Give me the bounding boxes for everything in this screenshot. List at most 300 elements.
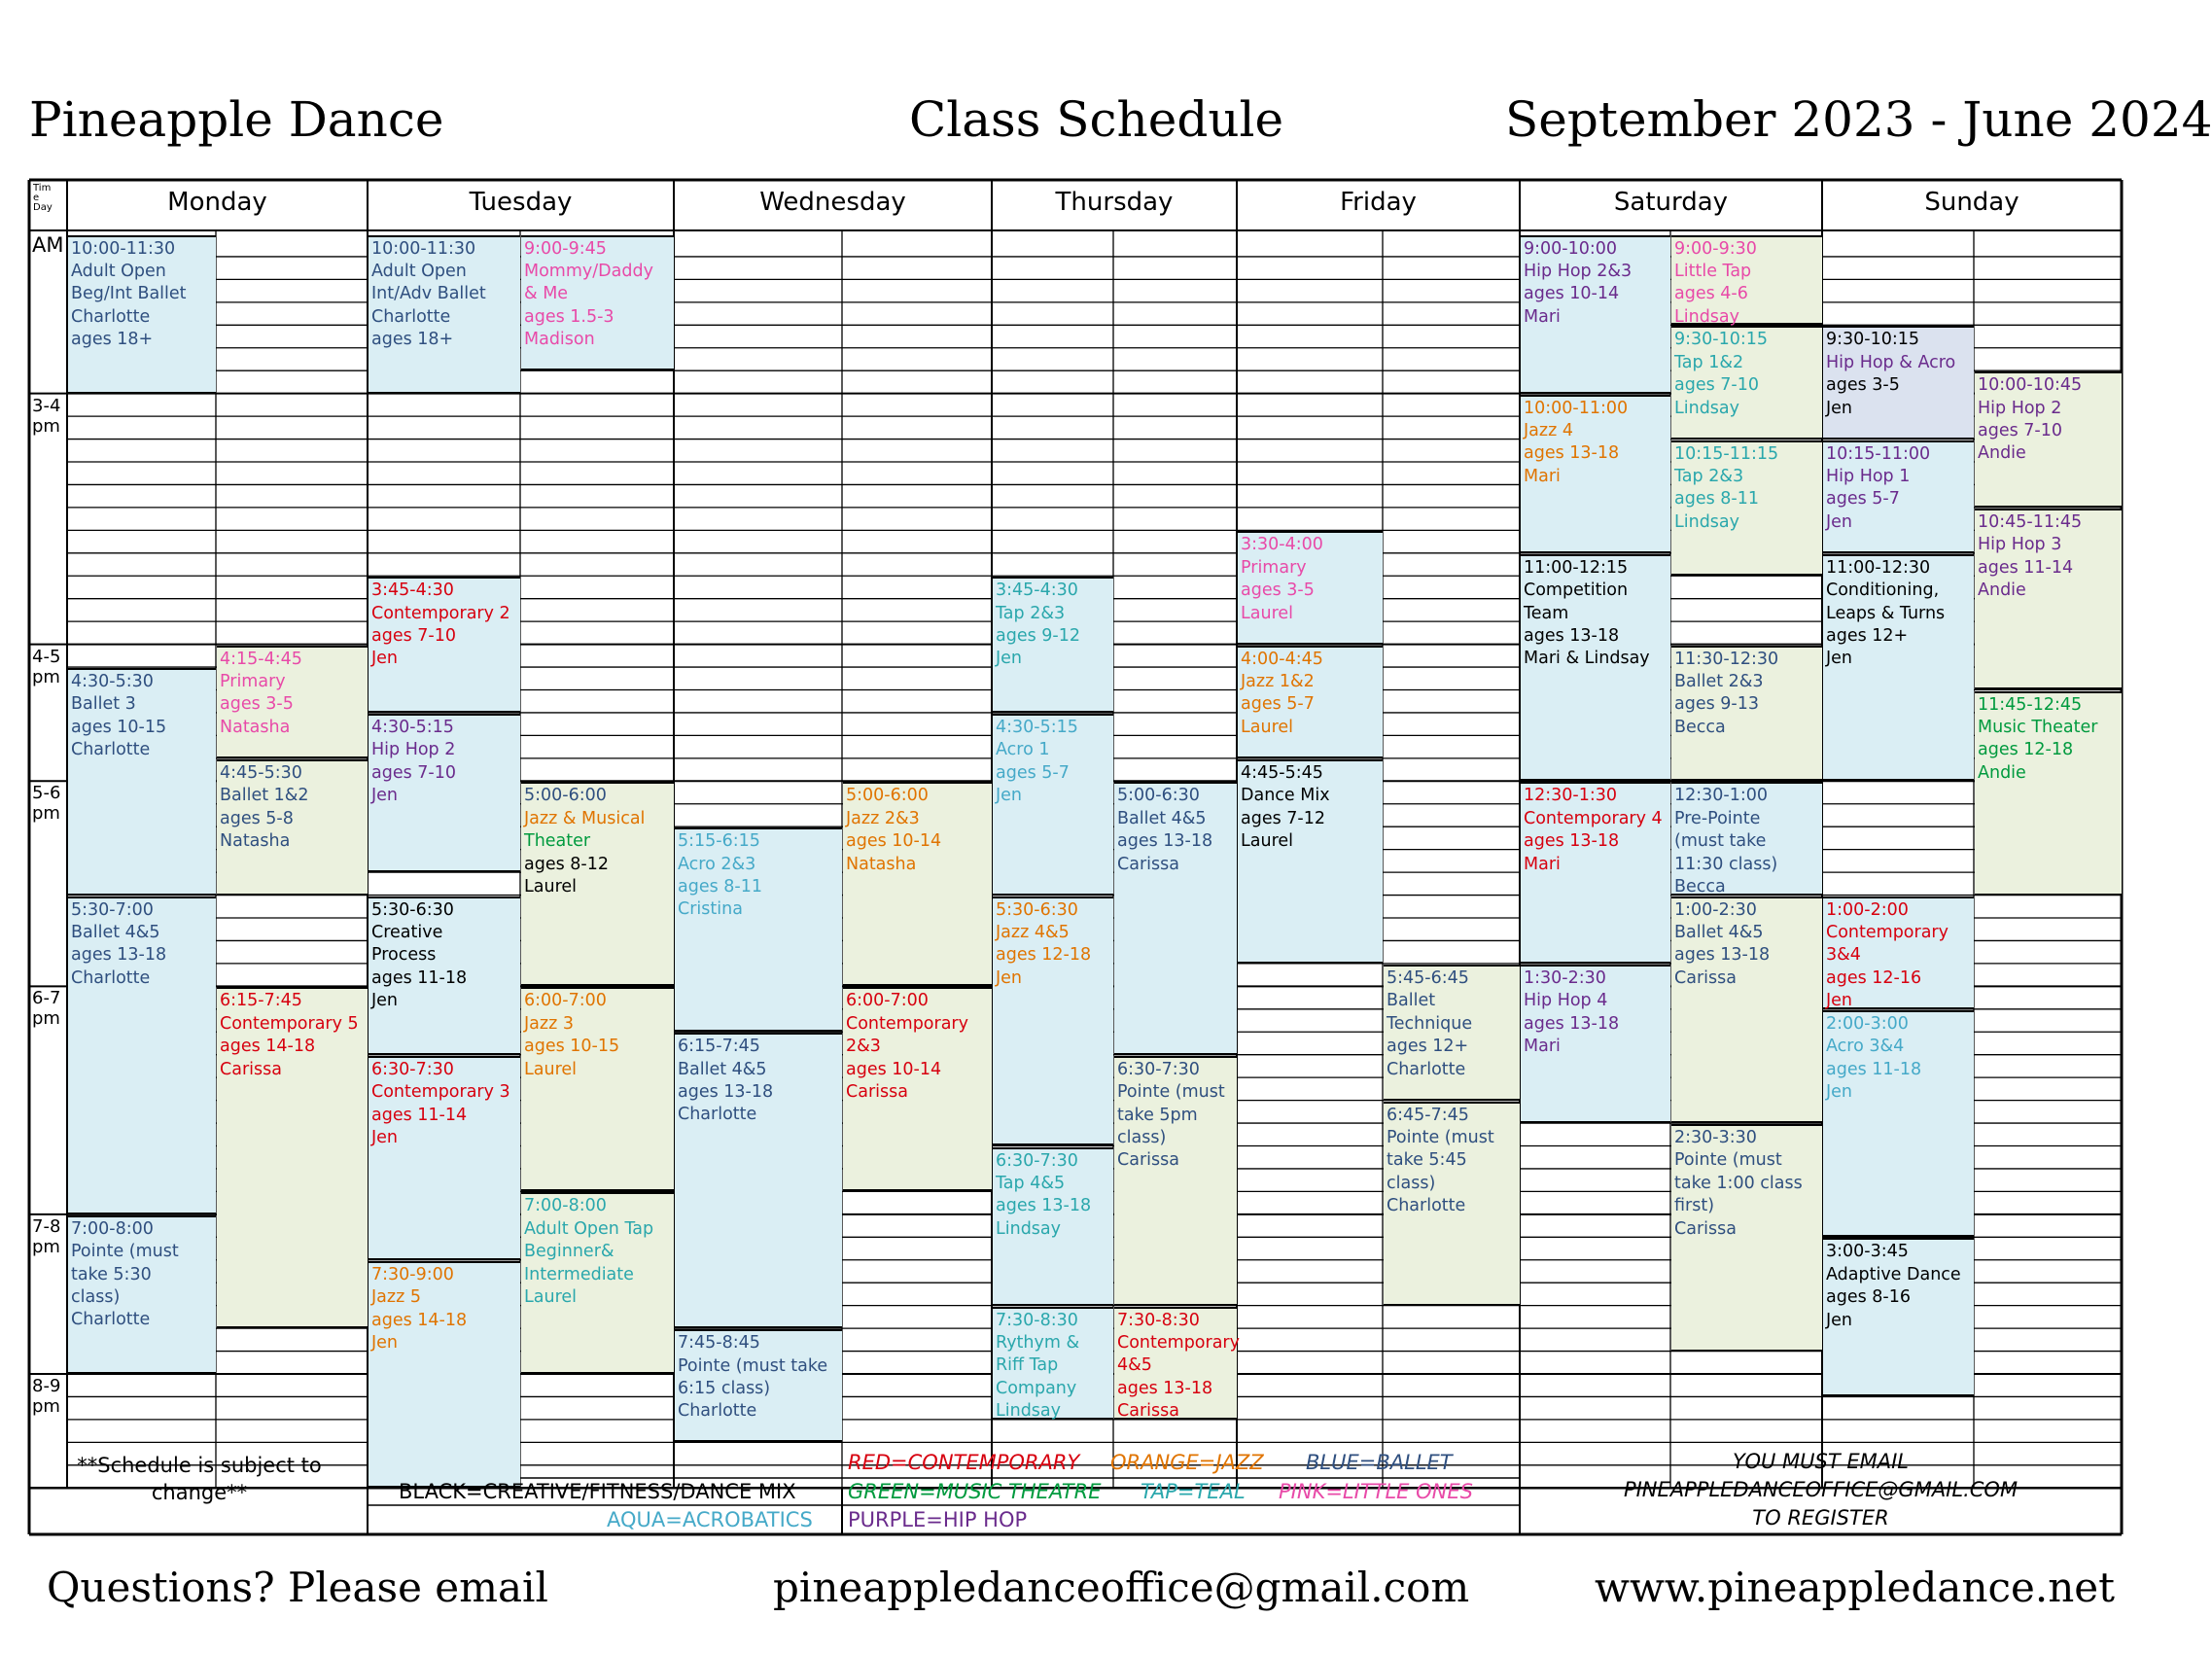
class-line: Madison [524,330,595,350]
class-line: Rythym & [996,1333,1080,1354]
questions-text: Questions? Please email [47,1564,548,1611]
class-line: 6:45-7:45 [1387,1105,1469,1125]
class-block [1823,440,1974,553]
class-line: take 5pm [1117,1105,1198,1125]
class-line: Int/Adv Ballet [371,284,486,304]
class-line: 11:45-12:45 [1978,694,2083,715]
class-line: Laurel [524,876,578,897]
day-header-monday: Monday [167,188,267,217]
day-header-saturday: Saturday [1613,188,1729,217]
class-line: 4:30-5:15 [996,717,1078,737]
class-line: 9:30-10:15 [1826,330,1920,350]
class-line: 9:00-10:00 [1524,238,1618,259]
class-line: 3:45-4:30 [996,580,1078,601]
class-line: Pointe (must take [678,1355,828,1376]
class-line: ages 13-18 [996,1196,1092,1216]
class-block [993,1307,1113,1420]
class-line: Adult Open [371,261,467,281]
class-line: Mommy/Daddy [524,261,653,281]
class-block [993,577,1113,713]
class-line: Carissa [220,1059,282,1079]
class-line: 6:30-7:30 [996,1150,1078,1171]
class-line: take 5:30 [71,1264,152,1284]
class-block [217,759,368,896]
class-line: ages 5-7 [1826,489,1900,510]
class-line: Charlotte [1387,1059,1466,1079]
class-block [1975,371,2122,508]
class-line: Acro 1 [996,740,1050,760]
class-line: ages 13-18 [1524,831,1620,852]
class-block [1521,554,1670,782]
class-line: Laurel [1241,831,1294,852]
class-line: ages 13-18 [1524,1013,1620,1034]
class-block [1114,1307,1240,1422]
class-line: Carissa [1674,1218,1737,1239]
class-line: Ballet 1&2 [220,786,309,806]
class-line: ages 8-16 [1826,1287,1911,1308]
legend-hip-hop: PURPLE=HIP HOP [848,1508,1028,1531]
legend-creative: BLACK=CREATIVE/FITNESS/DANCE MIX [399,1480,796,1503]
class-line: Contemporary 3 [371,1082,510,1103]
corner-label: Tim e Day [33,183,53,213]
class-block [843,987,992,1191]
class-line: 1:00-2:30 [1674,899,1757,920]
class-block [369,235,520,394]
class-line: 5:45-6:45 [1387,967,1469,988]
class-line: 7:30-8:30 [1117,1310,1200,1330]
class-line: Riff Tap [996,1355,1059,1376]
time-label: 8-9 pm [32,1376,61,1417]
class-line: 5:00-6:30 [1117,786,1200,806]
class-line: Natasha [220,831,291,852]
class-line: ages 13-18 [1117,831,1213,852]
class-line: ages 11-14 [1978,557,2074,578]
class-line: 5:30-6:30 [996,899,1078,920]
class-line: 12:30-1:00 [1674,786,1769,806]
class-block [1671,782,1822,895]
class-block [1671,440,1822,577]
class-line: Charlotte [1387,1196,1466,1216]
class-line: Primary [1241,557,1307,578]
schedule-notice: **Schedule is subject to [77,1454,322,1477]
class-line: ages 7-10 [1978,421,2062,440]
class-line: 2:30-3:30 [1674,1128,1757,1148]
class-line: 9:30-10:15 [1674,330,1769,350]
class-block [1238,759,1383,964]
class-line: Laurel [524,1287,578,1308]
class-block [68,668,216,896]
class-line: ages 18+ [71,330,154,350]
time-label: 5-6 pm [32,783,61,825]
class-line: ages 5-8 [220,808,294,828]
class-line: ages 10-14 [846,831,942,852]
class-line: Tap 2&3 [1674,466,1744,486]
class-line: Carissa [846,1081,908,1102]
class-line: Pointe (must [1117,1082,1225,1103]
class-line: Dance Mix [1241,786,1330,806]
class-line: Jen [996,967,1023,988]
class-line: Jazz & Musical [524,808,646,828]
class-block [993,714,1113,896]
schedule-title: Class Schedule [909,91,1284,148]
class-line: Ballet [1387,991,1436,1011]
class-line: Process [371,945,437,966]
class-line: ages 8-11 [1674,489,1759,510]
class-line: Creative [371,922,443,942]
class-line: 5:00-6:00 [524,786,607,806]
class-block [675,827,842,1032]
class-line: 10:15-11:15 [1674,443,1779,464]
legend-jazz: ORANGE=JAZZ [1110,1451,1264,1474]
class-line: ages 13-18 [1117,1378,1213,1398]
class-line: ages 1.5-3 [524,306,614,327]
register-notice: PINEAPPLEDANCEOFFICE@GMAIL.COM [1623,1478,2019,1501]
class-line: Ballet 4&5 [71,922,160,942]
class-line: Jen [1826,511,1853,532]
class-block [369,1261,520,1489]
class-line: 6:30-7:30 [371,1059,454,1079]
class-line: 12:30-1:30 [1524,786,1618,806]
class-line: Hip Hop 2 [1978,398,2062,418]
class-line: ages 7-12 [1241,808,1325,828]
class-line: 7:30-8:30 [996,1310,1078,1330]
class-line: 5:15-6:15 [678,831,760,852]
class-line: Contemporary [1826,922,1949,942]
class-line: Carissa [1117,1401,1179,1422]
class-line: Jen [371,991,399,1011]
class-line: first) [1674,1196,1715,1216]
class-line: Intermediate [524,1264,634,1284]
class-line: Tap 1&2 [1674,352,1744,372]
class-line: ages 10-15 [71,717,167,737]
class-line: take 5:45 [1387,1150,1467,1171]
class-line: Competition [1524,580,1629,601]
class-line: ages 13-18 [71,945,167,966]
class-line: Hip Hop 3 [1978,535,2062,555]
class-block [521,782,674,986]
class-line: Mari [1524,854,1561,874]
register-notice: TO REGISTER [1752,1506,1889,1530]
class-line: 4&5 [1117,1355,1152,1376]
class-line: Pointe (must [1674,1150,1782,1171]
class-block [993,1147,1113,1306]
class-line: ages 10-15 [524,1037,620,1057]
class-line: ages 13-18 [678,1082,774,1103]
class-line: Carissa [1117,854,1179,874]
class-line: 4:30-5:15 [371,717,454,737]
class-line: Hip Hop 2 [371,740,456,760]
class-line: Lindsay [996,1401,1062,1422]
class-line: 5:30-6:30 [371,899,454,920]
class-line: 2:00-3:00 [1826,1013,1909,1034]
class-line: 5:30-7:00 [71,899,154,920]
class-block [1238,646,1383,758]
class-line: Carissa [1117,1150,1179,1171]
class-line: 10:45-11:45 [1978,511,2083,532]
class-block [1384,1102,1520,1306]
class-block [1823,554,1974,782]
class-line: ages 12-16 [1826,967,1922,988]
class-line: Carissa [1674,967,1737,988]
class-line: Contemporary 4 [1524,808,1663,828]
legend-acrobatics: AQUA=ACROBATICS [607,1508,813,1531]
day-header-tuesday: Tuesday [469,188,573,217]
class-line: Beginner& [524,1242,614,1262]
class-line: Music Theater [1978,717,2098,737]
class-line: 7:00-8:00 [71,1218,154,1239]
class-block [1671,897,1822,1124]
class-block [1114,782,1237,1054]
class-line: 4:45-5:45 [1241,762,1323,783]
class-line: Tap 2&3 [996,603,1066,623]
class-line: Andie [1978,580,2026,601]
class-line: 10:00-10:45 [1978,375,2083,396]
class-line: Acro 2&3 [678,854,756,874]
schedule-notice: change** [151,1481,248,1504]
class-block [521,1192,674,1374]
class-line: ages 9-13 [1674,694,1759,715]
class-line: Hip Hop 1 [1826,466,1911,486]
class-line: Acro 3&4 [1826,1037,1905,1057]
class-line: ages 13-18 [1674,945,1771,966]
class-line: Conditioning, [1826,580,1940,601]
class-line: Jen [1826,649,1853,669]
class-block [521,235,674,371]
class-line: Jen [1826,1310,1853,1330]
class-line: Becca [1674,876,1726,897]
day-header-friday: Friday [1340,188,1417,217]
class-block [217,646,368,758]
class-line: Jazz 2&3 [846,808,920,828]
class-line: Natasha [846,854,917,874]
class-line: Lindsay [1674,511,1740,532]
class-line: ages 5-7 [996,762,1070,783]
class-line: Ballet 2&3 [1674,672,1764,691]
class-line: class) [1387,1173,1436,1193]
class-line: class) [1117,1127,1167,1147]
class-line: 6:15-7:45 [678,1037,760,1057]
class-block [1671,235,1822,326]
class-line: 11:00-12:15 [1524,557,1629,578]
class-line: & Me [524,284,569,304]
class-line: ages 9-12 [996,626,1080,647]
class-line: Becca [1674,717,1726,737]
class-line: Technique [1387,1013,1473,1034]
time-label: 4-5 pm [32,646,61,687]
class-line: Jen [996,786,1023,806]
class-line: Jen [996,649,1023,669]
class-line: Laurel [1241,603,1294,623]
class-line: Lindsay [996,1218,1062,1239]
class-block [1823,897,1974,1009]
class-block [1238,531,1383,644]
class-line: Lindsay [1674,398,1740,418]
class-line: Jen [371,1332,399,1353]
class-line: Jazz 3 [524,1013,574,1034]
class-line: 1:30-2:30 [1524,967,1606,988]
class-line: 3:30-4:00 [1241,535,1323,555]
class-line: Charlotte [678,1105,757,1125]
class-block [369,1056,520,1260]
class-block [217,987,368,1328]
legend-contemporary: RED=CONTEMPORARY [848,1451,1080,1474]
class-line: 6:15 class) [678,1378,771,1398]
class-line: Charlotte [371,306,451,327]
class-line: ages 8-11 [678,877,762,897]
class-line: ages 3-5 [1826,375,1900,396]
class-line: Jen [1826,398,1853,418]
class-line: ages 3-5 [1241,580,1315,601]
class-line: ages 13-18 [1524,443,1620,464]
class-line: 10:00-11:30 [371,238,476,259]
legend-little-ones: PINK=LITTLE ONES [1279,1480,1473,1503]
website-link[interactable]: www.pineappledance.net [1595,1564,2116,1611]
class-line: ages 11-14 [371,1105,468,1125]
class-line: Primary [220,672,286,691]
class-line: class) [71,1287,121,1308]
class-line: Ballet 3 [71,694,136,715]
class-block [68,1215,216,1374]
class-block [1384,965,1520,1101]
class-block [369,897,520,1055]
class-line: 3:00-3:45 [1826,1242,1909,1262]
class-line: ages 11-18 [1826,1059,1922,1079]
class-line: Charlotte [71,967,151,988]
class-line: Hip Hop & Acro [1826,352,1956,372]
class-line: (must take [1674,831,1767,852]
class-line: 4:30-5:30 [71,672,154,692]
class-line: Jazz 5 [371,1287,421,1308]
day-header-thursday: Thursday [1055,188,1174,217]
day-header-wednesday: Wednesday [759,188,906,217]
class-block [1671,1124,1822,1352]
class-line: Natasha [220,717,291,737]
class-line: 5:00-6:00 [846,786,929,806]
class-line: 4:45-5:30 [220,762,302,783]
class-line: Theater [524,831,591,852]
class-line: Lindsay [1674,306,1740,327]
time-label: 6-7 pm [32,988,61,1030]
class-line: ages 12-18 [996,945,1092,966]
class-line: 7:00-8:00 [524,1196,607,1216]
class-line: 4:00-4:45 [1241,649,1323,669]
day-header-sunday: Sunday [1924,188,2019,217]
class-line: 6:30-7:30 [1117,1059,1200,1079]
class-line: ages 4-6 [1674,284,1748,304]
class-line: Adaptive Dance [1826,1264,1961,1284]
class-line: Laurel [524,1059,578,1079]
class-line: 3:45-4:30 [371,580,454,601]
class-line: Pointe (must [1387,1128,1494,1147]
class-line: Jen [371,786,399,806]
class-line: 10:15-11:00 [1826,443,1931,464]
class-line: Little Tap [1674,261,1752,281]
class-block [675,1329,842,1442]
class-line: Charlotte [678,1401,757,1422]
class-line: ages 7-10 [371,626,456,647]
class-block [68,897,216,1214]
class-line: Adult Open Tap [524,1218,654,1239]
class-line: Contemporary 5 [220,1013,359,1034]
class-line: Andie [1978,762,2026,783]
register-notice: YOU MUST EMAIL [1732,1450,1909,1473]
class-line: 11:30 class) [1674,854,1778,874]
class-line: 9:00-9:45 [524,238,607,259]
class-line: Jazz 4&5 [996,922,1070,942]
class-line: Mari [1524,466,1561,486]
class-line: ages 12+ [1826,626,1909,647]
class-line: Leaps & Turns [1826,603,1946,623]
class-line: ages 18+ [371,330,454,350]
class-line: Mari & Lindsay [1524,649,1650,669]
class-line: 7:30-9:00 [371,1264,454,1284]
class-line: 3&4 [1826,945,1861,966]
class-line: Andie [1978,443,2026,464]
class-line: ages 7-10 [1674,375,1759,396]
class-line: 6:15-7:45 [220,991,302,1011]
class-line: Jen [1826,1082,1853,1103]
class-line: 4:15-4:45 [220,649,302,669]
class-line: ages 13-18 [1524,626,1620,647]
class-line: Hip Hop 2&3 [1524,261,1633,281]
class-block [369,714,520,872]
class-line: 2&3 [846,1037,881,1057]
class-line: Laurel [1241,717,1294,737]
class-block [1521,235,1670,394]
class-line: Adult Open [71,261,166,281]
class-line: Contemporary 2 [371,603,510,623]
contact-email[interactable]: pineappledanceoffice@gmail.com [773,1564,1470,1611]
class-line: 11:00-12:30 [1826,557,1931,578]
class-line: ages 8-12 [524,854,609,874]
legend-ballet: BLUE=BALLET [1306,1451,1453,1474]
class-line: ages 7-10 [371,762,456,783]
class-line: Ballet 4&5 [1117,808,1207,828]
class-line: ages 12-18 [1978,740,2074,760]
class-line: 1:00-2:00 [1826,899,1909,920]
class-block [369,577,520,713]
class-line: Ballet 4&5 [678,1059,767,1079]
class-line: 7:45-8:45 [678,1333,760,1354]
class-line: 9:00-9:30 [1674,238,1757,259]
class-line: ages 3-5 [220,694,294,715]
class-block [521,987,674,1191]
season-dates: September 2023 - June 2024 [1505,91,2212,148]
class-line: 11:30-12:30 [1674,649,1779,669]
class-line: Jazz 4 [1524,421,1573,441]
class-line: Hip Hop 4 [1524,991,1608,1011]
class-line: Company [996,1378,1077,1398]
class-line: Beg/Int Ballet [71,284,187,304]
class-line: Contemporary [846,1013,968,1034]
class-block [68,235,216,394]
class-block [1521,965,1670,1123]
class-line: take 1:00 class [1674,1173,1803,1193]
class-block [1975,509,2122,690]
class-block [1521,782,1670,964]
class-block [1823,1238,1974,1396]
class-line: Mari [1524,1037,1561,1057]
class-block [1521,395,1670,553]
class-block [843,782,992,986]
class-line: Jen [1826,991,1853,1011]
studio-name: Pineapple Dance [29,91,444,148]
class-line: Tap 4&5 [996,1173,1066,1193]
class-line: Pre-Pointe [1674,808,1761,828]
legend-music-theatre: GREEN=MUSIC THEATRE [848,1480,1102,1503]
class-line: Team [1524,603,1569,623]
class-block [1975,691,2122,896]
